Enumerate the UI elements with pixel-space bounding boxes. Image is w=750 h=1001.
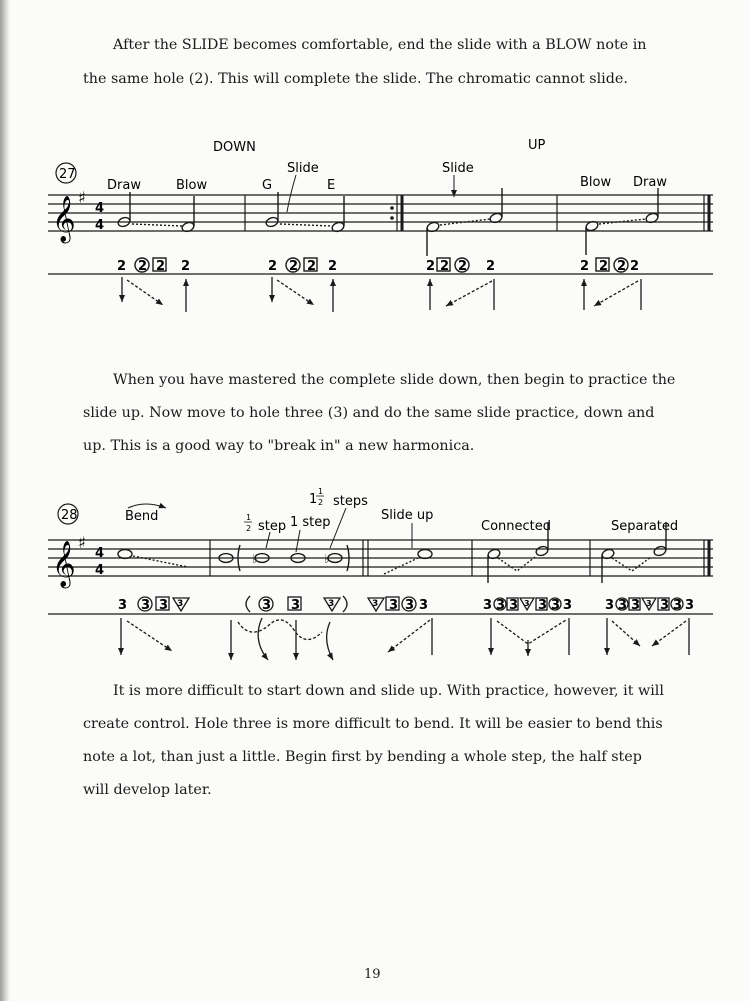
svg-text:1: 1 xyxy=(246,513,252,522)
svg-text:Connected: Connected xyxy=(481,519,552,534)
svg-text:E: E xyxy=(327,178,336,193)
svg-text:3: 3 xyxy=(673,598,683,613)
svg-text:1: 1 xyxy=(309,492,318,507)
svg-text:2: 2 xyxy=(617,259,627,274)
svg-text:2: 2 xyxy=(426,259,436,274)
svg-text:3: 3 xyxy=(328,599,335,609)
svg-text:4: 4 xyxy=(95,201,105,216)
svg-text:Blow: Blow xyxy=(580,175,612,190)
svg-text:2: 2 xyxy=(318,498,324,507)
svg-text:2: 2 xyxy=(599,259,609,274)
svg-text:step: step xyxy=(258,519,287,534)
label-up: UP xyxy=(528,138,546,153)
svg-text:3: 3 xyxy=(551,598,561,613)
key-sharp: ♯ xyxy=(78,533,86,552)
svg-text:G: G xyxy=(262,178,273,193)
svg-text:3: 3 xyxy=(660,598,670,613)
svg-text:2: 2 xyxy=(117,259,127,274)
treble-clef-icon: 𝄞 xyxy=(52,541,76,587)
svg-text:Bend: Bend xyxy=(125,509,159,524)
svg-text:4: 4 xyxy=(95,218,105,233)
svg-text:Slide up: Slide up xyxy=(381,508,434,523)
svg-text:3: 3 xyxy=(372,599,379,609)
svg-text:2: 2 xyxy=(138,259,148,274)
svg-text:3: 3 xyxy=(538,598,548,613)
svg-text:3: 3 xyxy=(524,599,530,608)
svg-text:2: 2 xyxy=(580,259,590,274)
exercise-number: 27 xyxy=(59,167,76,182)
svg-text:1 step: 1 step xyxy=(290,515,331,530)
text-line: After the SLIDE becomes comfortable, end the slide with a BLOW note in xyxy=(113,37,647,53)
key-sharp: ♯ xyxy=(78,188,86,207)
text-line: note a lot, than just a little. Begin first by bending a whole step, the half step xyxy=(83,749,642,765)
svg-text:3: 3 xyxy=(177,599,184,609)
svg-text:4: 4 xyxy=(95,563,105,578)
svg-text:3: 3 xyxy=(262,598,272,613)
svg-text:4: 4 xyxy=(95,546,105,561)
svg-text:3: 3 xyxy=(483,598,493,613)
svg-text:3: 3 xyxy=(646,599,652,608)
svg-text:3: 3 xyxy=(141,598,151,613)
treble-clef-icon: 𝄞 xyxy=(52,196,76,242)
svg-text:2: 2 xyxy=(630,259,640,274)
svg-text:♭: ♭ xyxy=(252,552,258,566)
svg-text:3: 3 xyxy=(685,598,695,613)
exercise-27-notation xyxy=(0,130,750,320)
svg-text:Draw: Draw xyxy=(633,175,667,190)
svg-text:2: 2 xyxy=(458,259,468,274)
text-line: It is more difficult to start down and slide up. With practice, however, it will xyxy=(113,683,664,699)
svg-text:Slide: Slide xyxy=(442,161,474,176)
svg-text:3: 3 xyxy=(618,598,628,613)
svg-text:Separated: Separated xyxy=(611,519,679,534)
svg-text:steps: steps xyxy=(333,494,368,509)
exercise-number: 28 xyxy=(61,508,78,523)
svg-text:3: 3 xyxy=(159,598,169,613)
svg-text:2: 2 xyxy=(486,259,496,274)
page-number: 19 xyxy=(364,967,381,982)
text-line: will develop later. xyxy=(83,782,212,798)
svg-text:Draw: Draw xyxy=(107,178,141,193)
text-line: up. This is a good way to "break in" a new harmonica. xyxy=(83,438,475,454)
label-down: DOWN xyxy=(213,140,256,155)
exercise-28-notation xyxy=(0,485,750,675)
text-line: create control. Hole three is more difficult to bend. It will be easier to bend this xyxy=(83,716,663,732)
svg-text:2: 2 xyxy=(181,259,191,274)
svg-text:2: 2 xyxy=(289,259,299,274)
text-line: When you have mastered the complete slide down, then begin to practice the xyxy=(113,372,676,388)
svg-text:3: 3 xyxy=(563,598,573,613)
svg-text:Slide: Slide xyxy=(287,161,319,176)
svg-text:Blow: Blow xyxy=(176,178,208,193)
svg-text:2: 2 xyxy=(156,259,166,274)
svg-text:2: 2 xyxy=(246,524,252,533)
svg-text:2: 2 xyxy=(268,259,278,274)
svg-text:3: 3 xyxy=(118,598,128,613)
svg-text:3: 3 xyxy=(631,598,641,613)
svg-text:3: 3 xyxy=(496,598,506,613)
text-line: the same hole (2). This will complete the slide. The chromatic cannot slide. xyxy=(83,71,628,87)
svg-text:1: 1 xyxy=(318,487,324,496)
svg-text:2: 2 xyxy=(307,259,317,274)
svg-text:3: 3 xyxy=(419,598,429,613)
svg-text:2: 2 xyxy=(328,259,338,274)
svg-text:3: 3 xyxy=(389,598,399,613)
svg-text:2: 2 xyxy=(440,259,450,274)
svg-text:♭: ♭ xyxy=(324,552,330,566)
svg-text:3: 3 xyxy=(291,598,301,613)
svg-text:3: 3 xyxy=(605,598,615,613)
svg-text:3: 3 xyxy=(405,598,415,613)
svg-text:3: 3 xyxy=(509,598,519,613)
text-line: slide up. Now move to hole three (3) and do the same slide practice, down and xyxy=(83,405,655,421)
